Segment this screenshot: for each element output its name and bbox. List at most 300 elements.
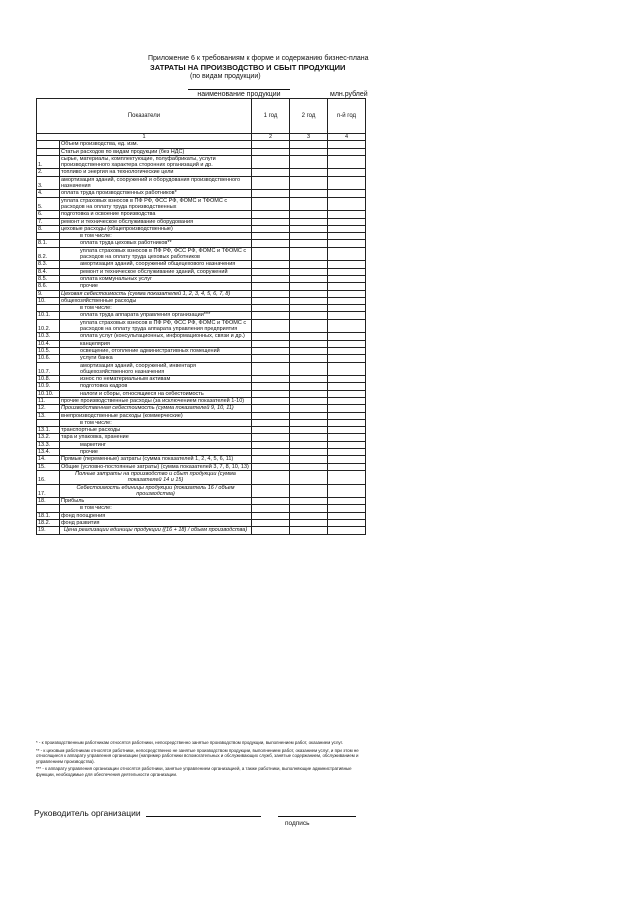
value-cell[interactable] [328,427,366,434]
value-cell[interactable] [328,484,366,498]
table-row [37,268,366,275]
value-cell[interactable] [328,155,366,169]
value-cell[interactable] [290,456,328,463]
value-cell[interactable] [328,505,366,512]
row-number [37,148,60,155]
row-label: оплата труда цеховых работников** [60,240,252,247]
row-label: маркетинг [60,441,252,448]
row-label: фонд развития [60,520,252,527]
footnote: * - к производственным работникам относятся работники, непосредственно занятые производством продукции, выполнением работ, оказанием услуг. [36,740,343,745]
row-label: сырье, материалы, комплектующие, полуфабрикаты, услуги производственного характера сторонних организаций и др. [60,155,252,169]
row-number: 13.3. [37,441,60,448]
row-number: 16. [37,470,60,484]
table-row [37,275,366,282]
value-cell[interactable] [290,390,328,397]
row-label: амортизация зданий, сооружений, инвентаря общехозяйственного назначения [60,362,252,376]
row-number [37,233,60,240]
table-row [37,148,366,155]
value-cell[interactable] [252,283,290,290]
value-cell[interactable] [290,305,328,312]
value-cell[interactable] [252,520,290,527]
row-label: прочие [60,449,252,456]
table-row [37,456,366,463]
value-cell[interactable] [252,463,290,470]
value-cell[interactable] [290,218,328,225]
row-number: 10.7. [37,362,60,376]
value-cell[interactable] [252,240,290,247]
col-index: 3 [290,134,328,141]
value-cell[interactable] [290,441,328,448]
row-number [37,141,60,148]
row-label: оплата коммунальных услуг [60,275,252,282]
table-row [37,498,366,505]
signature-line [278,816,356,817]
costs-table [36,98,366,535]
table-row [37,362,366,376]
table-body [37,141,366,534]
value-cell[interactable] [290,141,328,148]
value-cell[interactable] [328,197,366,211]
table-row [37,225,366,232]
table-row [37,376,366,383]
table-row [37,141,366,148]
row-label: фонд поощрения [60,512,252,519]
value-cell[interactable] [328,240,366,247]
row-number: 5. [37,197,60,211]
table-row [37,383,366,390]
signature-label: Руководитель организации [34,808,141,818]
value-cell[interactable] [290,190,328,197]
value-cell[interactable] [328,355,366,362]
footnote: ** - к цеховым работникам относятся работники, непосредственно не занятые производством продукции, выполнением работ, оказанием услуг, и при этом не относящиеся к аппарату управления организации (например работники вспомогательных и обслуживающих служб, занятые содержанием, обслуживанием и управлением производства). [36,747,359,764]
column-index-row [37,134,366,141]
table-row [37,397,366,404]
row-label: оплата труда аппарата управления организации*** [60,312,252,319]
value-cell[interactable] [328,268,366,275]
value-cell[interactable] [252,155,290,169]
row-label: износ по нематериальным активам [60,376,252,383]
table-row [37,218,366,225]
value-cell[interactable] [290,275,328,282]
page-title: ЗАТРАТЫ НА ПРОИЗВОДСТВО И СБЫТ ПРОДУКЦИИ [150,63,346,72]
row-number: 8.4. [37,268,60,275]
row-number: 11. [37,397,60,404]
value-cell[interactable] [252,412,290,419]
value-cell[interactable] [252,362,290,376]
table-row [37,449,366,456]
value-cell[interactable] [328,148,366,155]
value-cell[interactable] [328,218,366,225]
value-cell[interactable] [328,176,366,190]
value-cell[interactable] [252,312,290,319]
value-cell[interactable] [328,247,366,261]
row-label: Общие (условно-постоянные затраты) (сумма показателей 3, 7, 8, 10, 13) [60,463,252,470]
value-cell[interactable] [252,484,290,498]
value-cell[interactable] [290,376,328,383]
row-number: 10.3. [37,333,60,340]
row-number: 17. [37,484,60,498]
value-cell[interactable] [328,290,366,297]
value-cell[interactable] [328,211,366,218]
value-cell[interactable] [252,141,290,148]
row-label: амортизация зданий, сооружений и оборудования производственного назначения [60,176,252,190]
value-cell[interactable] [290,333,328,340]
value-cell[interactable] [252,247,290,261]
row-number: 12. [37,405,60,412]
value-cell[interactable] [328,141,366,148]
col-header-indicators: Показатели [37,99,252,134]
value-cell[interactable] [328,470,366,484]
row-number: 15. [37,463,60,470]
row-label: ремонт и техническое обслуживание зданий, сооружений [60,268,252,275]
value-cell[interactable] [328,383,366,390]
row-label: уплата страховых взносов в ПФ РФ, ФСС РФ, ФОМС и ТФОМС с расходов на оплату труда аппарата управления предприятия [60,319,252,333]
value-cell[interactable] [252,268,290,275]
col-header-year2: 2 год [290,99,328,134]
row-number: 8.1. [37,240,60,247]
value-cell[interactable] [290,312,328,319]
row-number: 13.1. [37,427,60,434]
value-cell[interactable] [252,211,290,218]
value-cell[interactable] [328,362,366,376]
row-number: 18. [37,498,60,505]
value-cell[interactable] [252,355,290,362]
value-cell[interactable] [290,347,328,354]
value-cell[interactable] [328,233,366,240]
row-label: тара и упаковка, хранение [60,434,252,441]
row-label: Прямые (переменные) затраты (сумма показателей 1, 2, 4, 5, 6, 11) [60,456,252,463]
row-label: в том числе: [60,505,252,512]
row-number: 14. [37,456,60,463]
row-label: в том числе: [60,305,252,312]
value-cell[interactable] [252,233,290,240]
row-number: 10.10. [37,390,60,397]
row-label: общехозяйственные расходы [60,297,252,304]
row-number: 3. [37,176,60,190]
value-cell[interactable] [252,405,290,412]
value-cell[interactable] [290,155,328,169]
value-cell[interactable] [290,261,328,268]
value-cell[interactable] [252,190,290,197]
row-number: 6. [37,211,60,218]
value-cell[interactable] [252,275,290,282]
row-number: 8.3. [37,261,60,268]
row-number: 10.2. [37,319,60,333]
row-number [37,305,60,312]
value-cell[interactable] [328,456,366,463]
value-cell[interactable] [252,261,290,268]
value-cell[interactable] [252,340,290,347]
table-row [37,240,366,247]
table-row [37,197,366,211]
value-cell[interactable] [290,197,328,211]
value-cell[interactable] [252,419,290,426]
value-cell[interactable] [252,297,290,304]
table-row [37,247,366,261]
table-row [37,333,366,340]
value-cell[interactable] [328,312,366,319]
table-row [37,427,366,434]
value-cell[interactable] [328,397,366,404]
row-number: 10.9. [37,383,60,390]
row-label: Себестоимость единицы продукции (показатель 16 / объем производства) [60,484,252,498]
footnote: *** - к аппарату управления организации относятся работники, занятые управлением организацией, а также работники, выполняющие административные функции, необходимые для обеспечения деятельности организации. [36,766,352,777]
col-header-year1: 1 год [252,99,290,134]
value-cell[interactable] [290,463,328,470]
row-number: 8.6. [37,283,60,290]
row-number: 10.6. [37,355,60,362]
row-number: 18.1. [37,512,60,519]
table-row [37,233,366,240]
table-row [37,441,366,448]
col-index: 2 [252,134,290,141]
col-index: 4 [328,134,366,141]
value-cell[interactable] [290,225,328,232]
value-cell[interactable] [328,405,366,412]
value-cell[interactable] [252,441,290,448]
table-row [37,283,366,290]
value-cell[interactable] [290,355,328,362]
value-cell[interactable] [290,319,328,333]
row-label: Объем производства, ед. изм. [60,141,252,148]
row-label: транспортные расходы [60,427,252,434]
row-label: освещение, отопление административных помещений [60,347,252,354]
value-cell[interactable] [328,520,366,527]
value-cell[interactable] [252,305,290,312]
value-cell[interactable] [252,319,290,333]
table-row [37,261,366,268]
value-cell[interactable] [252,176,290,190]
table-row [37,169,366,176]
table-row [37,347,366,354]
value-cell[interactable] [290,290,328,297]
row-number [37,505,60,512]
value-cell[interactable] [252,397,290,404]
signature-name-line [146,816,261,817]
row-number: 1. [37,155,60,169]
value-cell[interactable] [252,333,290,340]
row-label: подготовка кадров [60,383,252,390]
value-cell[interactable] [290,434,328,441]
value-cell[interactable] [252,427,290,434]
value-cell[interactable] [252,148,290,155]
row-label: Прибыль [60,498,252,505]
row-number: 18.2. [37,520,60,527]
table-row [37,155,366,169]
col-header-yearn: n-й год [328,99,366,134]
table-row [37,305,366,312]
table-row [37,412,366,419]
value-cell[interactable] [290,405,328,412]
value-cell[interactable] [328,419,366,426]
value-cell[interactable] [290,512,328,519]
value-cell[interactable] [252,527,290,534]
row-label: Статьи расходов по видам продукции (без НДС) [60,148,252,155]
table-row [37,463,366,470]
value-cell[interactable] [252,456,290,463]
value-cell[interactable] [252,505,290,512]
row-label: в том числе: [60,419,252,426]
row-number: 8.2. [37,247,60,261]
row-number: 13. [37,412,60,419]
value-cell[interactable] [328,283,366,290]
value-cell[interactable] [290,498,328,505]
table-row [37,340,366,347]
row-number: 4. [37,190,60,197]
row-label: топливо и энергия на технологические цели [60,169,252,176]
row-number: 10.4. [37,340,60,347]
row-label: оплата услуг (консультационных, информационных, связи и др.) [60,333,252,340]
table-row [37,297,366,304]
row-label: в том числе: [60,233,252,240]
value-cell[interactable] [252,498,290,505]
signature-caption: подпись [285,820,310,827]
value-cell[interactable] [328,434,366,441]
row-number: 10.5. [37,347,60,354]
value-cell[interactable] [252,347,290,354]
value-cell[interactable] [252,197,290,211]
product-name-caption: наименование продукции [188,89,290,98]
row-label: цеховые расходы (общепроизводственные) [60,225,252,232]
value-cell[interactable] [328,319,366,333]
appendix-note: Приложение 6 к требованиям к форме и содержанию бизнес-плана [148,55,369,62]
value-cell[interactable] [290,268,328,275]
value-cell[interactable] [252,449,290,456]
value-cell[interactable] [328,225,366,232]
row-label: канцелярия [60,340,252,347]
table-row [37,419,366,426]
table-row [37,405,366,412]
table-row [37,319,366,333]
value-cell[interactable] [328,297,366,304]
value-cell[interactable] [290,233,328,240]
table-row [37,390,366,397]
row-label: Полные затраты на производство и сбыт продукции (сумма показателей 14 и 15) [60,470,252,484]
row-label: услуги банка [60,355,252,362]
value-cell[interactable] [290,362,328,376]
value-cell[interactable] [290,176,328,190]
row-number: 2. [37,169,60,176]
row-label: подготовка и освоение производства [60,211,252,218]
value-cell[interactable] [328,498,366,505]
value-cell[interactable] [252,218,290,225]
table-header-row [37,99,366,134]
value-cell[interactable] [290,505,328,512]
row-number [37,419,60,426]
value-cell[interactable] [252,434,290,441]
value-cell[interactable] [290,247,328,261]
footnotes [36,740,368,780]
value-cell[interactable] [328,376,366,383]
row-label: прочие производственные расходы (за исключением показателей 1-10) [60,397,252,404]
value-cell[interactable] [328,190,366,197]
value-cell[interactable] [252,383,290,390]
value-cell[interactable] [290,283,328,290]
page-subtitle: (по видам продукции) [190,73,261,80]
table-row [37,512,366,519]
value-cell[interactable] [328,390,366,397]
table-row [37,505,366,512]
value-cell[interactable] [290,412,328,419]
value-cell[interactable] [290,297,328,304]
row-label: налоги и сборы, относящиеся на себестоимость [60,390,252,397]
value-cell[interactable] [290,520,328,527]
row-number: 10. [37,297,60,304]
value-cell[interactable] [328,527,366,534]
value-cell[interactable] [328,261,366,268]
row-label: Цеховая себестоимость (сумма показателей 1, 2, 3, 4, 5, 6, 7, 8) [60,290,252,297]
value-cell[interactable] [252,225,290,232]
row-label: внепроизводственные расходы (коммерческие) [60,412,252,419]
value-cell[interactable] [290,484,328,498]
table-row [37,312,366,319]
value-cell[interactable] [328,512,366,519]
value-cell[interactable] [290,169,328,176]
value-cell[interactable] [328,340,366,347]
value-cell[interactable] [252,376,290,383]
value-cell[interactable] [290,527,328,534]
value-cell[interactable] [290,427,328,434]
row-number: 13.2. [37,434,60,441]
row-label: уплата страховых взносов в ПФ РФ, ФСС РФ, ФОМС и ТФОМС с расходов на оплату труда цеховых работников [60,247,252,261]
value-cell[interactable] [290,419,328,426]
value-cell[interactable] [290,383,328,390]
value-cell[interactable] [328,463,366,470]
value-cell[interactable] [290,340,328,347]
value-cell[interactable] [290,240,328,247]
table-row [37,176,366,190]
table-row [37,527,366,534]
row-label: прочие [60,283,252,290]
units-label: млн.рублей [330,91,368,98]
value-cell[interactable] [252,470,290,484]
value-cell[interactable] [328,412,366,419]
value-cell[interactable] [290,397,328,404]
row-number: 9. [37,290,60,297]
row-number: 10.8. [37,376,60,383]
value-cell[interactable] [290,148,328,155]
value-cell[interactable] [252,169,290,176]
value-cell[interactable] [328,169,366,176]
value-cell[interactable] [328,333,366,340]
row-number: 8.5. [37,275,60,282]
value-cell[interactable] [290,470,328,484]
row-label: уплата страховых взносов в ПФ РФ, ФСС РФ, ФОМС и ТФОМС с расходов на оплату труда производственных [60,197,252,211]
row-label: Цена реализации единицы продукции ((16 + 18) / объем производства) [60,527,252,534]
table-row [37,484,366,498]
row-number: 8. [37,225,60,232]
row-number: 19. [37,527,60,534]
row-label: оплата труда производственных работников* [60,190,252,197]
row-number: 7. [37,218,60,225]
table-row [37,190,366,197]
value-cell[interactable] [328,275,366,282]
value-cell[interactable] [328,441,366,448]
value-cell[interactable] [252,512,290,519]
value-cell[interactable] [328,305,366,312]
col-index: 1 [37,134,252,141]
value-cell[interactable] [290,211,328,218]
table-row [37,211,366,218]
value-cell[interactable] [328,347,366,354]
table-row [37,290,366,297]
value-cell[interactable] [252,390,290,397]
value-cell[interactable] [252,290,290,297]
value-cell[interactable] [290,449,328,456]
row-label: Производственная себестоимость (сумма показателей 9, 10, 11) [60,405,252,412]
value-cell[interactable] [328,449,366,456]
table-row [37,470,366,484]
